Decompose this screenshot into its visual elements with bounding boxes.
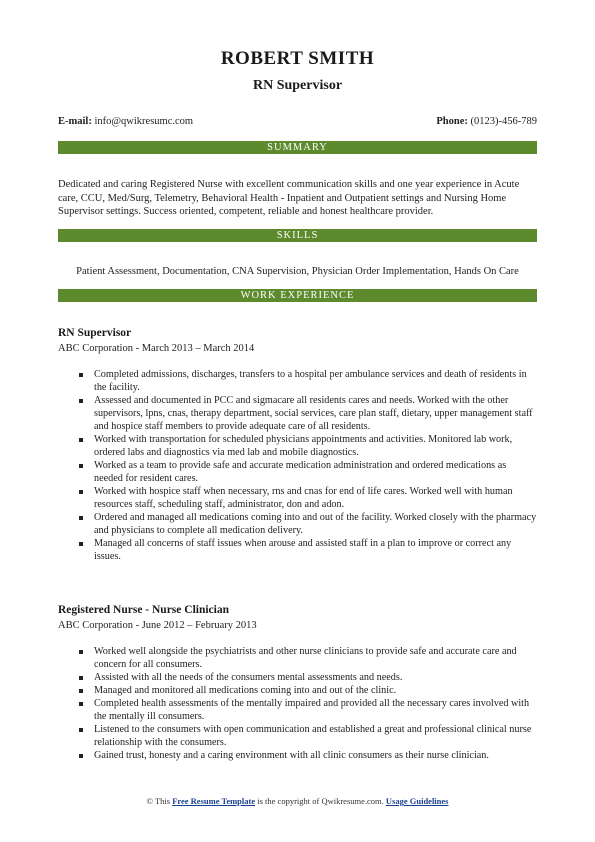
duty-item: Worked as a team to provide safe and accurate medication administration and ordered medications as needed for resident cares. — [94, 459, 537, 485]
phone-label: Phone: — [436, 116, 468, 127]
duty-item: Worked with transportation for scheduled physicians appointments and activities. Monitored lab work, ordered labs and diagnostics via med lab and mobile diagnostics. — [94, 433, 537, 459]
skills-text: Patient Assessment, Documentation, CNA Supervision, Physician Order Implementation, Hands On Care — [76, 266, 519, 277]
email-label: E-mail: — [58, 116, 92, 127]
duty-item: Completed health assessments of the mentally impaired and provided all the necessary cares involved with the mentally ill consumers. — [94, 697, 537, 723]
job-title: Registered Nurse - Nurse Clinician — [58, 604, 229, 616]
skills-section-bar: SKILLS — [58, 229, 537, 242]
job-meta: ABC Corporation - March 2013 – March 2014 — [58, 343, 255, 354]
candidate-name: ROBERT SMITH — [220, 48, 375, 69]
phone-block — [436, 116, 537, 127]
job-duties-list — [58, 368, 537, 563]
duty-item: Ordered and managed all medications coming into and out of the facility. Worked closely with the pharmacy and physicians to complete all medication delivery. — [94, 512, 537, 536]
duty-item: Worked well alongside the psychiatrists and other nurse clinicians to provide safe and accurate care and concern for all consumers. — [94, 645, 537, 671]
job-meta: ABC Corporation - June 2012 – February 2013 — [58, 620, 257, 631]
duty-item: Managed and monitored all medications coming into and out of the clinic. — [94, 684, 537, 697]
summary-text: Dedicated and caring Registered Nurse with excellent communication skills and one year experience in Acute care, CCU, Med/Surg, Telemetry, Behavioral Health - Inpatient and Outpatient settings and Nursing Home Supervisor settings. Success oriented, competent, reliable and honest healthcare provider. — [58, 179, 520, 217]
job-title: RN Supervisor — [58, 327, 132, 339]
duty-item: Listened to the consumers with open communication and established a great and professional clinical nurse relationship with the consumers. — [94, 723, 537, 749]
footer-copyright — [0, 796, 595, 806]
usage-guidelines-link[interactable]: Usage Guidelines — [385, 796, 449, 806]
email-block — [58, 116, 193, 127]
free-resume-template-link[interactable]: Free Resume Template — [172, 796, 256, 806]
footer-middle: is the copyright of Qwikresume.com. — [257, 796, 384, 806]
email-value: info@qwikresumc.com — [94, 116, 194, 127]
duty-item: Assessed and documented in PCC and sigmacare all residents cares and needs. Worked with the other supervisors, lpns, cnas, therapy department, social services, care plan staff, dietary, upper management staff and hospice staff members to provide adequate care of all residents. — [94, 394, 537, 433]
phone-value: (0123)-456-789 — [470, 116, 537, 127]
contact-row — [58, 116, 537, 127]
duty-item: Gained trust, honesty and a caring environment with all clinic consumers as their nurse clinician. — [94, 749, 537, 762]
job-duties-list — [58, 645, 537, 762]
duty-item: Worked with hospice staff when necessary, rns and cnas for end of life cares. Worked well with human resources staff, scheduling staff, administrator, don and adon. — [94, 485, 537, 511]
footer-prefix: © This — [146, 796, 171, 806]
duty-item: Managed all concerns of staff issues when arouse and assisted staff in a plan to improve or correct any issues. — [94, 537, 537, 563]
candidate-role: RN Supervisor — [252, 78, 343, 93]
summary-section-bar: SUMMARY — [58, 141, 537, 154]
duty-item: Completed admissions, discharges, transfers to a hospital per ambulance services and death of residents in the facility. — [94, 368, 537, 394]
experience-section-bar: WORK EXPERIENCE — [58, 289, 537, 302]
duty-item: Assisted with all the needs of the consumers mental assessments and needs. — [94, 671, 537, 684]
